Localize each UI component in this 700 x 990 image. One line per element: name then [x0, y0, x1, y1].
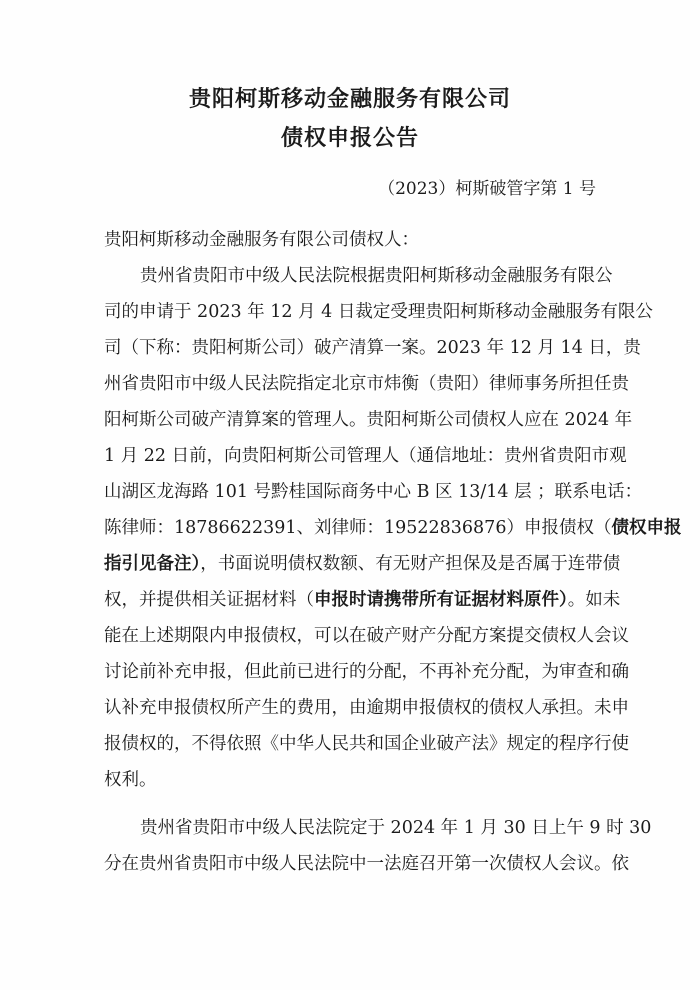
paragraph-line: 报债权的，不得依照《中华人民共和国企业破产法》规定的程序行使: [104, 734, 629, 754]
paragraph-text: 。如未: [567, 590, 621, 610]
paragraph-text: 权，并提供相关证据材料（: [104, 590, 314, 610]
addressee: 贵阳柯斯移动金融服务有限公司债权人：: [104, 230, 419, 250]
document-number: （2023）柯斯破管字第 1 号: [378, 179, 596, 199]
bold-note: 指引见备注）: [104, 554, 201, 574]
bold-note: 债权申报: [611, 518, 682, 538]
paragraph-line: 认补充申报债权所产生的费用，由逾期申报债权的债权人承担。未申: [104, 698, 629, 718]
paragraph-line: 贵州省贵阳市中级人民法院根据贵阳柯斯移动金融服务有限公: [140, 266, 613, 286]
paragraph-line: 州省贵阳市中级人民法院指定北京市炜衡（贵阳）律师事务所担任贵: [104, 374, 629, 394]
paragraph-line: 讨论前补充申报，但此前已进行的分配，不再补充分配，为审查和确: [104, 662, 629, 682]
document-subtitle: 债权申报公告: [280, 125, 419, 151]
paragraph-line: [104, 588, 621, 612]
paragraph-line: 分在贵州省贵阳市中级人民法院中一法庭召开第一次债权人会议。依: [104, 854, 629, 874]
paragraph-text: ，书面说明债权数额、有无财产担保及是否属于连带债: [200, 554, 621, 574]
paragraph-line: 能在上述期限内申报债权，可以在破产财产分配方案提交债权人会议: [104, 626, 629, 646]
paragraph-text: 陈律师：18786622391、刘律师：19522836876）申报债权（: [104, 518, 612, 538]
paragraph-line: 司的申请于 2023 年 12 月 4 日裁定受理贵阳柯斯移动金融服务有限公: [104, 302, 653, 322]
paragraph-line: 权利。: [104, 770, 157, 790]
paragraph-line: [104, 552, 621, 576]
paragraph-line: 司（下称：贵阳柯斯公司）破产清算一案。2023 年 12 月 14 日，贵: [104, 338, 641, 358]
paragraph-line: 贵州省贵阳市中级人民法院定于 2024 年 1 月 30 日上午 9 时 30: [140, 818, 652, 838]
paragraph-line: 山湖区龙海路 101 号黔桂国际商务中心 B 区 13/14 层 ；联系电话：: [104, 482, 643, 502]
paragraph-line: 1 月 22 日前，向贵阳柯斯公司管理人（通信地址：贵州省贵阳市观: [104, 446, 627, 466]
paragraph-line: 阳柯斯公司破产清算案的管理人。贵阳柯斯公司债权人应在 2024 年: [104, 410, 633, 430]
paragraph-line: [104, 516, 682, 540]
document-title: 贵阳柯斯移动金融服务有限公司: [188, 86, 511, 112]
bold-note: 申报时请携带所有证据材料原件）: [314, 590, 568, 610]
